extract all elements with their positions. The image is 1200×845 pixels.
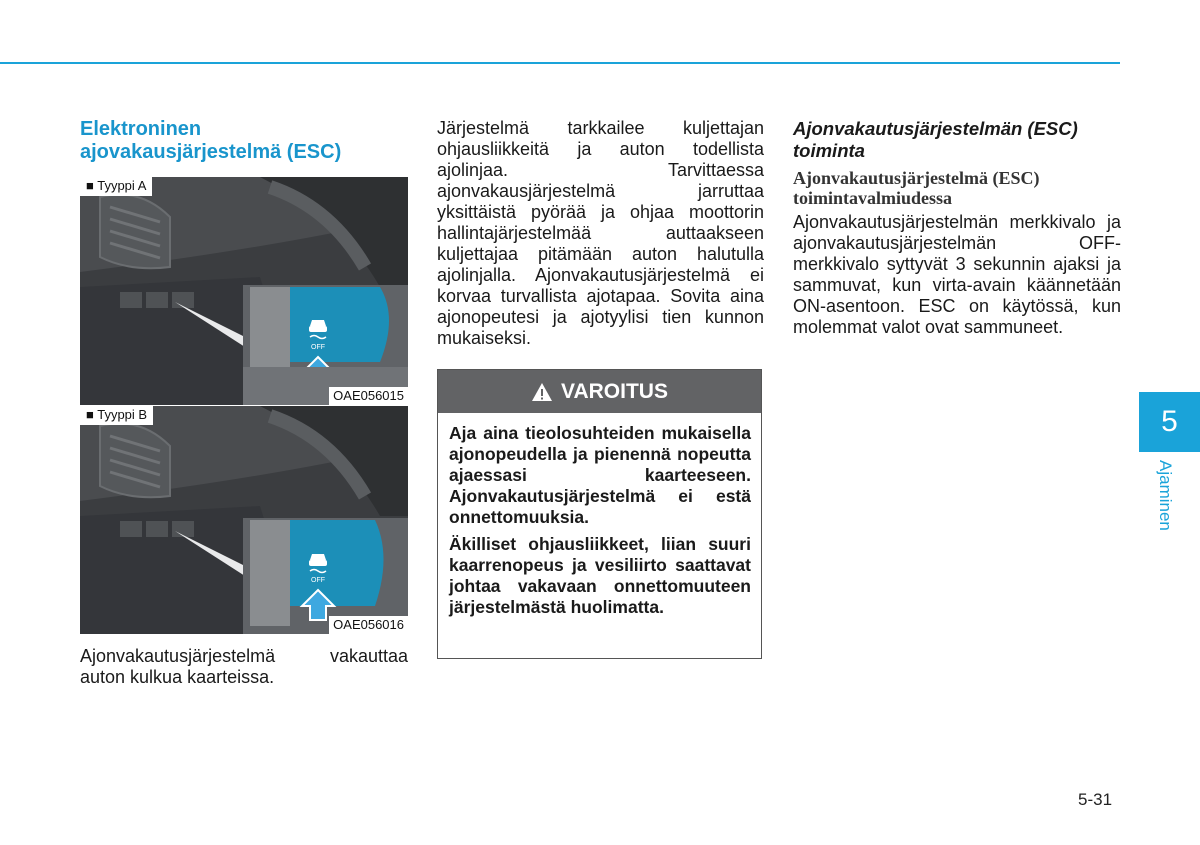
body-text-middle: Järjestelmä tarkkailee kuljettajan ohjausliikkeitä ja auton todellista ajolinjaa. Tarvittaessa ajonvakausjärjestelmä jarruttaa yksittäistä pyörää ja ohjaa moottorin hallintajärjestelmää auttaakseen kuljettajaa pitämään auton halutulla ajolinjalla. Ajonvakautusjärjestelmä ei korvaa turvallista ajotapaa. Sovita aina ajonopeutesi ja ajotyylisi tien kunnon mukaiseksi. [437,118,764,348]
section-header [80,118,408,164]
right-column [793,118,1121,338]
section-title-line1: Elektroninen [80,118,202,140]
warning-paragraph: Äkilliset ohjausliikkeet, liian suuri kaarrenopeus ja vesiliirto saattavat johtaa vakavaan onnettomuuteen järjestelmästä huolimatta. [449,534,751,617]
heading-line2: toiminta [793,140,865,161]
esc-ready-subheading [793,168,1121,208]
body-text-right: Ajonvakautusjärjestelmän merkkivalo ja ajonvakautusjärjestelmän OFF-merkkivalo syttyvät 3 sekunnin ajaksi ja sammuvat, kun virta-avain käännetään ON-asentoon. ESC on käytössä, kun molemmat valot ovat sammuneet. [793,212,1121,337]
section-title-line2: ajovakausjärjestelmä (ESC) [80,141,342,163]
warning-header [438,370,761,413]
dashboard-illustration-b [80,406,408,634]
warning-triangle-icon [531,382,553,402]
subheading-line2: toimintavalmiudessa [793,188,953,208]
figure-tag: ■ Tyyppi B [80,406,153,425]
chapter-name: Ajaminen [1156,460,1175,531]
figure-code: OAE056016 [329,616,408,634]
esc-operation-heading [793,118,1121,162]
esc-off-label: OFF [311,344,325,351]
figure-type-b [80,406,408,634]
figure-tag: ■ Tyyppi A [80,177,152,196]
heading-line1: Ajonvakautusjärjestelmän (ESC) [793,118,1078,139]
section-title [80,118,408,164]
page-number: 5-31 [1078,790,1113,809]
warning-body [438,413,761,618]
warning-paragraph: Aja aina tieolosuhteiden mukaisella ajonopeudella ja pienennä nopeutta ajaessasi kaarteeseen. Ajonvakautusjärjestelmä ei estä onnettomuuksia. [449,423,751,527]
esc-off-label: OFF [311,577,325,584]
figure-type-a [80,177,408,405]
warning-title: VAROITUS [561,379,668,403]
warning-box [437,369,762,659]
figure-caption: Ajonvakautusjärjestelmä vakauttaa auton kulkua kaarteissa. [80,646,408,687]
chapter-number-tab: 5 [1139,392,1200,452]
figure-code: OAE056015 [329,387,408,405]
top-rule [0,62,1120,64]
dashboard-illustration-a [80,177,408,405]
subheading-line1: Ajonvakautusjärjestelmä (ESC) [793,168,1040,188]
